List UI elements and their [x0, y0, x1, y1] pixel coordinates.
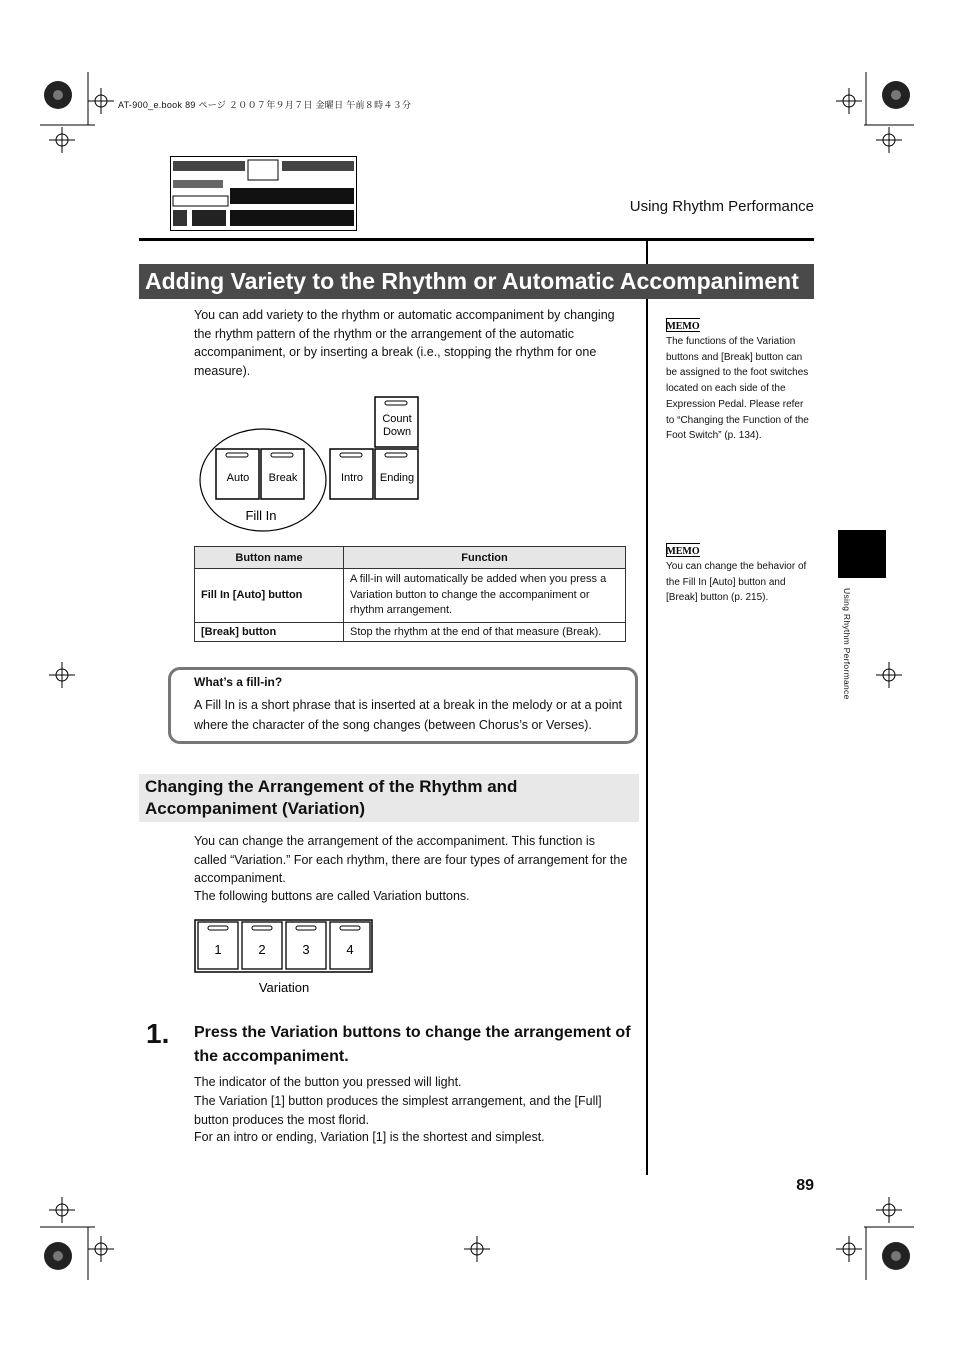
down-label: Down	[382, 426, 412, 438]
variation-buttons-note: The following buttons are called Variation buttons.	[194, 889, 470, 903]
table-row	[195, 569, 626, 623]
side-chapter-label: Using Rhythm Performance	[842, 588, 852, 700]
variation-3-label: 3	[302, 942, 310, 957]
variation-intro: You can change the arrangement of the accompaniment. This function is called “Variation.” For each rhythm, there are four types of arrangement for the accompaniment.	[194, 834, 628, 885]
page-number: 89	[796, 1177, 814, 1194]
organ-illustration	[170, 156, 357, 231]
ending-button-label: Ending	[379, 472, 415, 484]
column-divider	[646, 238, 648, 1175]
fill-in-box-heading: What’s a fill-in?	[194, 675, 283, 689]
variation-4-label: 4	[346, 942, 354, 957]
header-rule	[139, 238, 814, 241]
table-row	[195, 622, 626, 641]
step-note-3: For an intro or ending, Variation [1] is the shortest and simplest.	[194, 1130, 545, 1144]
print-slug: AT-900_e.book 89 ページ ２００７年９月７日 金曜日 午前８時４３分	[118, 100, 412, 110]
table-cell-function: Stop the rhythm at the end of that measure (Break).	[344, 622, 626, 641]
memo-note-2: You can change the behavior of the Fill In [Auto] button and [Break] button (p. 215).	[666, 561, 807, 604]
count-label: Count	[382, 413, 412, 425]
variation-2-label: 2	[258, 942, 266, 957]
memo-note-1: The functions of the Variation buttons and [Break] button can be assigned to the foot switches located on each side of the Expression Pedal. Please refer to “Changing the Function of the Foot Switch” (p. 134).	[666, 336, 809, 442]
page-title: Adding Variety to the Rhythm or Automatic Accompaniment	[139, 264, 814, 299]
variation-1-label: 1	[214, 942, 222, 957]
intro-button-label: Intro	[340, 472, 364, 484]
memo-label: MEMO	[666, 546, 700, 557]
table-cell-function: A fill-in will automatically be added when you press a Variation button to change the accompaniment or rhythm arrangement.	[344, 569, 626, 623]
fill-in-label: Fill In	[245, 508, 277, 523]
chapter-thumb-tab	[838, 530, 886, 578]
step-note-1: The indicator of the button you pressed will light.	[194, 1075, 462, 1089]
rhythm-buttons-figure	[192, 395, 424, 535]
auto-button-label: Auto	[226, 472, 250, 484]
variation-buttons-figure	[194, 919, 376, 999]
variation-label: Variation	[258, 980, 310, 995]
table-cell-name: [Break] button	[195, 622, 344, 641]
break-button-label: Break	[268, 472, 298, 484]
memo-label: MEMO	[666, 321, 700, 332]
fill-in-box-text: A Fill In is a short phrase that is inserted at a break in the melody or at a point where the character of the song changes (between Chorus’s or Verses).	[194, 698, 623, 732]
memo-icon	[666, 543, 700, 557]
step-number: 1.	[146, 1018, 170, 1049]
table-cell-name: Fill In [Auto] button	[195, 569, 344, 623]
section-heading: Changing the Arrangement of the Rhythm and Accompaniment (Variation)	[139, 774, 639, 822]
button-function-table	[194, 546, 626, 642]
intro-paragraph: You can add variety to the rhythm or automatic accompaniment by changing the rhythm pattern of the rhythm or the arrangement of the automatic accompaniment, or by inserting a break (i.e., stopping the rhythm for one measure).	[194, 308, 615, 378]
table-header-function: Function	[344, 547, 626, 569]
running-head: Using Rhythm Performance	[629, 198, 814, 215]
memo-icon	[666, 318, 700, 332]
table-header-button-name: Button name	[195, 547, 344, 569]
step-note-2: The Variation [1] button produces the simplest arrangement, and the [Full] button produces the most florid.	[194, 1094, 602, 1127]
step-instruction: Press the Variation buttons to change the arrangement of the accompaniment.	[194, 1024, 631, 1065]
